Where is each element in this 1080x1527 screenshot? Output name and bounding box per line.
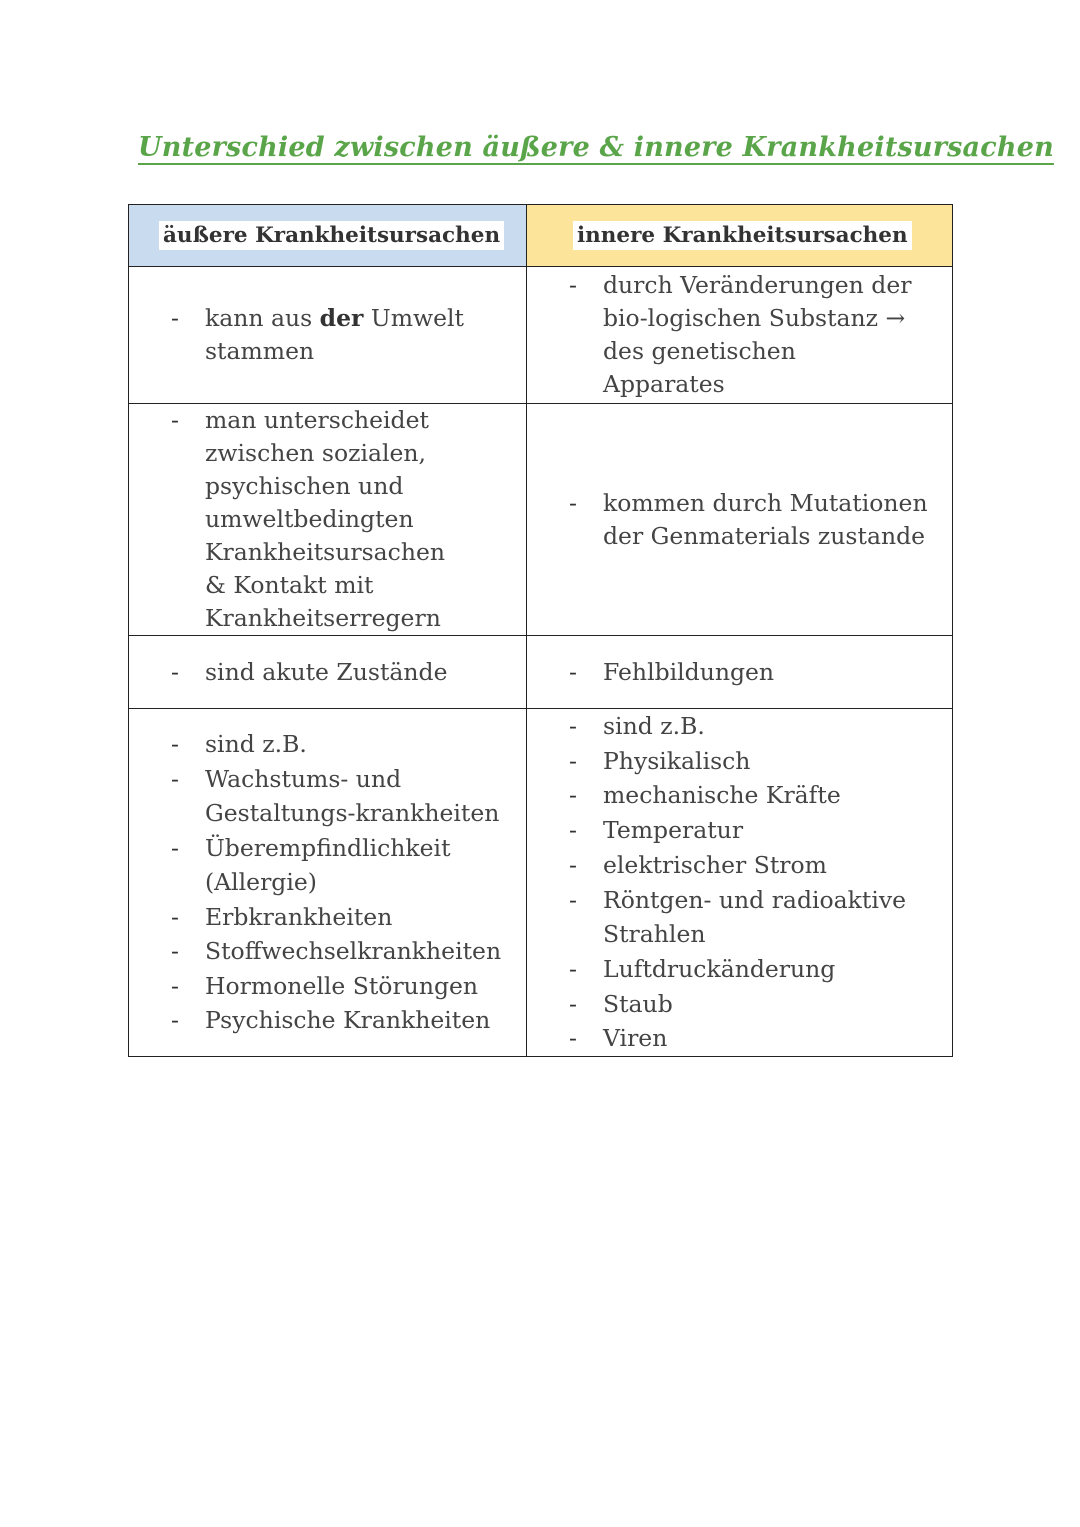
cell-right (527, 709, 953, 1057)
header-label-right: innere Krankheitsursachen (573, 221, 912, 250)
list-item-text: Umwelt stammen (205, 304, 464, 365)
list-item: - Viren (527, 1021, 952, 1056)
list-item: - man unterscheidet zwischen sozialen, psychischen und umweltbedingten Krankheitsursachen & Kontakt mit Krankheitserregern (129, 404, 526, 635)
list-item: - Luftdruckänderung (527, 952, 952, 987)
header-row (129, 205, 953, 267)
cell-right (527, 404, 953, 636)
list-item: - mechanische Kräfte (527, 778, 952, 813)
cell-right (527, 636, 953, 709)
list-item: - kommen durch Mutationen der Genmaterials zustande (527, 487, 952, 553)
cell-left (129, 636, 527, 709)
list-item: - Erbkrankheiten (129, 900, 526, 935)
cell-left (129, 267, 527, 404)
list-item-bold-text: der (319, 304, 364, 332)
bullet-list (527, 656, 952, 689)
bullet-list (129, 656, 526, 689)
cell-left (129, 404, 527, 636)
header-cell-right (527, 205, 953, 267)
bullet-list (129, 727, 526, 1038)
list-item (129, 302, 526, 368)
bullet-list (129, 404, 526, 635)
list-item: - Physikalisch (527, 744, 952, 779)
header-label-left: äußere Krankheitsursachen (159, 221, 504, 250)
table-row (129, 404, 953, 636)
list-item: - Psychische Krankheiten (129, 1003, 526, 1038)
list-item: - Temperatur (527, 813, 952, 848)
list-item: - sind akute Zustände (129, 656, 526, 689)
list-item: - Überempfindlichkeit (Allergie) (129, 831, 526, 900)
bullet-list (527, 709, 952, 1056)
list-item: - sind z.B. (527, 709, 952, 744)
list-item: - sind z.B. (129, 727, 526, 762)
list-item: - Röntgen- und radioaktive Strahlen (527, 883, 952, 952)
cell-left (129, 709, 527, 1057)
page-title: Unterschied zwischen äußere & innere Krankheitsursachen (138, 132, 1054, 163)
comparison-table (128, 204, 953, 1057)
list-item: - Fehlbildungen (527, 656, 952, 689)
list-item: - Staub (527, 987, 952, 1022)
list-item: - elektrischer Strom (527, 848, 952, 883)
table-row (129, 636, 953, 709)
table-row (129, 709, 953, 1057)
cell-right (527, 267, 953, 404)
bullet-list (129, 302, 526, 368)
list-item: - Hormonelle Störungen (129, 969, 526, 1004)
header-cell-left (129, 205, 527, 267)
table-row (129, 267, 953, 404)
bullet-list (527, 487, 952, 553)
bullet-list (527, 269, 952, 401)
list-item: - durch Veränderungen der bio-logischen Substanz → des genetischen Apparates (527, 269, 952, 401)
list-item: - Wachstums- und Gestaltungs-krankheiten (129, 762, 526, 831)
list-item-text: kann aus (205, 304, 320, 332)
list-item: - Stoffwechselkrankheiten (129, 934, 526, 969)
